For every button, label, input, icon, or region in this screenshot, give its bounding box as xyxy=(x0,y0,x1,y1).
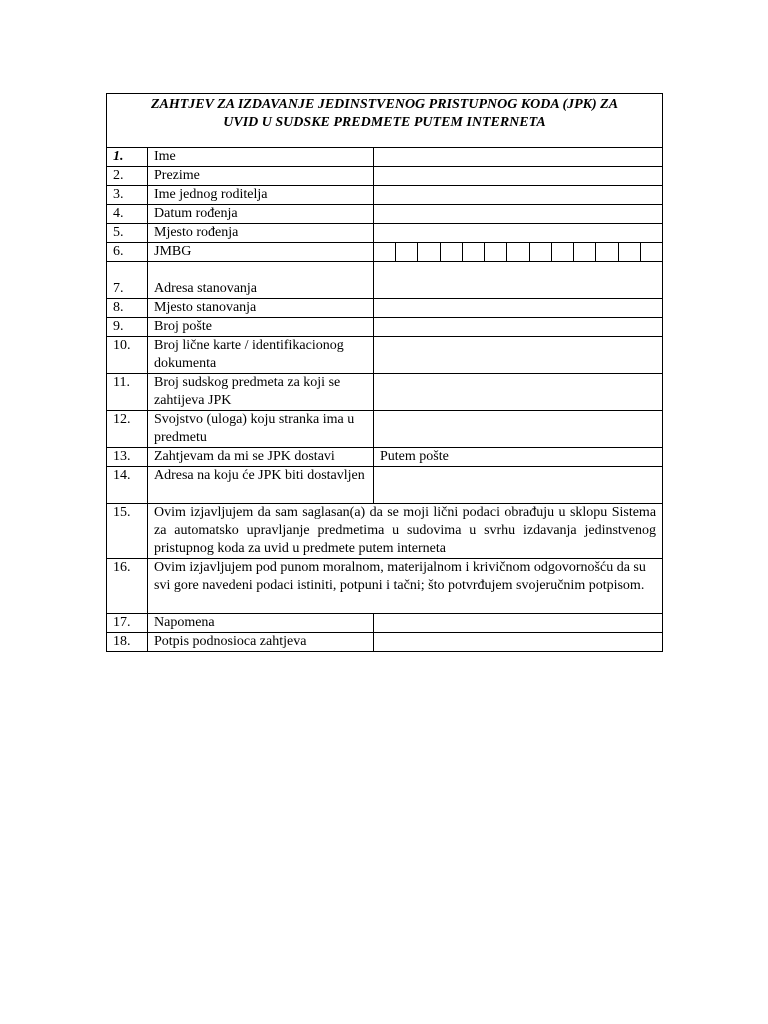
field-party-role[interactable] xyxy=(374,411,663,448)
table-row xyxy=(107,504,663,559)
jmbg-digit-box[interactable] xyxy=(441,243,463,261)
row-number: 11. xyxy=(107,374,148,411)
field-jmbg[interactable] xyxy=(374,243,663,262)
row-label-case-number: Broj sudskog predmeta za koji se zahtijeva JPK xyxy=(148,374,374,411)
field-signature[interactable] xyxy=(374,633,663,652)
row-number: 4. xyxy=(107,205,148,224)
table-row xyxy=(107,186,663,205)
row-number: 7. xyxy=(107,262,148,299)
field-case-number[interactable] xyxy=(374,374,663,411)
row-number: 1. xyxy=(107,148,148,167)
row-number: 10. xyxy=(107,337,148,374)
row-number: 13. xyxy=(107,448,148,467)
jmbg-digit-box[interactable] xyxy=(374,243,396,261)
jmbg-digit-box[interactable] xyxy=(463,243,485,261)
field-birth-place[interactable] xyxy=(374,224,663,243)
field-parent-name[interactable] xyxy=(374,186,663,205)
field-delivery-address[interactable] xyxy=(374,467,663,504)
table-row xyxy=(107,318,663,337)
row-label-delivery-address: Adresa na koju će JPK biti dostavljen xyxy=(148,467,374,504)
table-row xyxy=(107,243,663,262)
jmbg-digit-box[interactable] xyxy=(507,243,529,261)
field-ime[interactable] xyxy=(374,148,663,167)
jmbg-digit-box[interactable] xyxy=(418,243,440,261)
table-row xyxy=(107,262,663,299)
table-row xyxy=(107,448,663,467)
liability-statement: Ovim izjavljujem pod punom moralnom, materijalnom i krivičnom odgovornošću da su svi gore navedeni podaci istiniti, potpuni i tačni; što potvrđujem svojeručnim potpisom. xyxy=(148,559,663,614)
row-number: 9. xyxy=(107,318,148,337)
field-postal-code[interactable] xyxy=(374,318,663,337)
row-number: 3. xyxy=(107,186,148,205)
table-row xyxy=(107,167,663,186)
table-row xyxy=(107,148,663,167)
row-label-prezime: Prezime xyxy=(148,167,374,186)
jmbg-digit-boxes xyxy=(374,243,662,261)
jmbg-digit-box[interactable] xyxy=(485,243,507,261)
row-label-party-role: Svojstvo (uloga) koju stranka ima u predmetu xyxy=(148,411,374,448)
jmbg-digit-box[interactable] xyxy=(641,243,662,261)
form-title-line-1: ZAHTJEV ZA IZDAVANJE JEDINSTVENOG PRISTUPNOG KODA (JPK) ZA xyxy=(150,97,619,112)
row-number: 6. xyxy=(107,243,148,262)
field-prezime[interactable] xyxy=(374,167,663,186)
row-number: 12. xyxy=(107,411,148,448)
table-row xyxy=(107,337,663,374)
consent-statement: Ovim izjavljujem da sam saglasan(a) da se moji lični podaci obrađuju u sklopu Sistema za automatsko upravljanje predmetima u sudovima u svrhu izdavanja jedinstvenog pristupnog koda za uvid u predmete putem interneta xyxy=(148,504,663,559)
row-label-note: Napomena xyxy=(148,614,374,633)
table-row xyxy=(107,559,663,614)
form-title-line-2: UVID U SUDSKE PREDMETE PUTEM INTERNETA xyxy=(223,115,546,130)
field-birth-date[interactable] xyxy=(374,205,663,224)
field-address[interactable] xyxy=(374,262,663,299)
table-row xyxy=(107,467,663,504)
jmbg-digit-box[interactable] xyxy=(530,243,552,261)
field-id-card[interactable] xyxy=(374,337,663,374)
row-number: 2. xyxy=(107,167,148,186)
jmbg-digit-box[interactable] xyxy=(552,243,574,261)
row-label-address: Adresa stanovanja xyxy=(148,262,374,299)
row-label-ime: Ime xyxy=(148,148,374,167)
row-label-jmbg: JMBG xyxy=(148,243,374,262)
row-label-residence-place: Mjesto stanovanja xyxy=(148,299,374,318)
row-label-postal-code: Broj pošte xyxy=(148,318,374,337)
row-label-parent-name: Ime jednog roditelja xyxy=(148,186,374,205)
row-number: 5. xyxy=(107,224,148,243)
table-row xyxy=(107,411,663,448)
jmbg-digit-box[interactable] xyxy=(596,243,618,261)
jpk-request-form xyxy=(106,93,663,652)
jmbg-digit-box[interactable] xyxy=(619,243,641,261)
table-row xyxy=(107,374,663,411)
field-delivery-method[interactable]: Putem pošte xyxy=(374,448,663,467)
table-row xyxy=(107,299,663,318)
row-number: 15. xyxy=(107,504,148,559)
table-row xyxy=(107,224,663,243)
field-residence-place[interactable] xyxy=(374,299,663,318)
row-label-birth-date: Datum rođenja xyxy=(148,205,374,224)
row-label-birth-place: Mjesto rođenja xyxy=(148,224,374,243)
table-row xyxy=(107,205,663,224)
row-label-id-card: Broj lične karte / identifikacionog dokumenta xyxy=(148,337,374,374)
table-row xyxy=(107,633,663,652)
form-title xyxy=(107,94,663,148)
row-label-delivery-method: Zahtjevam da mi se JPK dostavi xyxy=(148,448,374,467)
jmbg-digit-box[interactable] xyxy=(396,243,418,261)
row-number: 18. xyxy=(107,633,148,652)
row-number: 16. xyxy=(107,559,148,614)
jmbg-digit-box[interactable] xyxy=(574,243,596,261)
row-number: 17. xyxy=(107,614,148,633)
table-row xyxy=(107,614,663,633)
field-note[interactable] xyxy=(374,614,663,633)
row-number: 14. xyxy=(107,467,148,504)
row-number: 8. xyxy=(107,299,148,318)
row-label-signature: Potpis podnosioca zahtjeva xyxy=(148,633,374,652)
